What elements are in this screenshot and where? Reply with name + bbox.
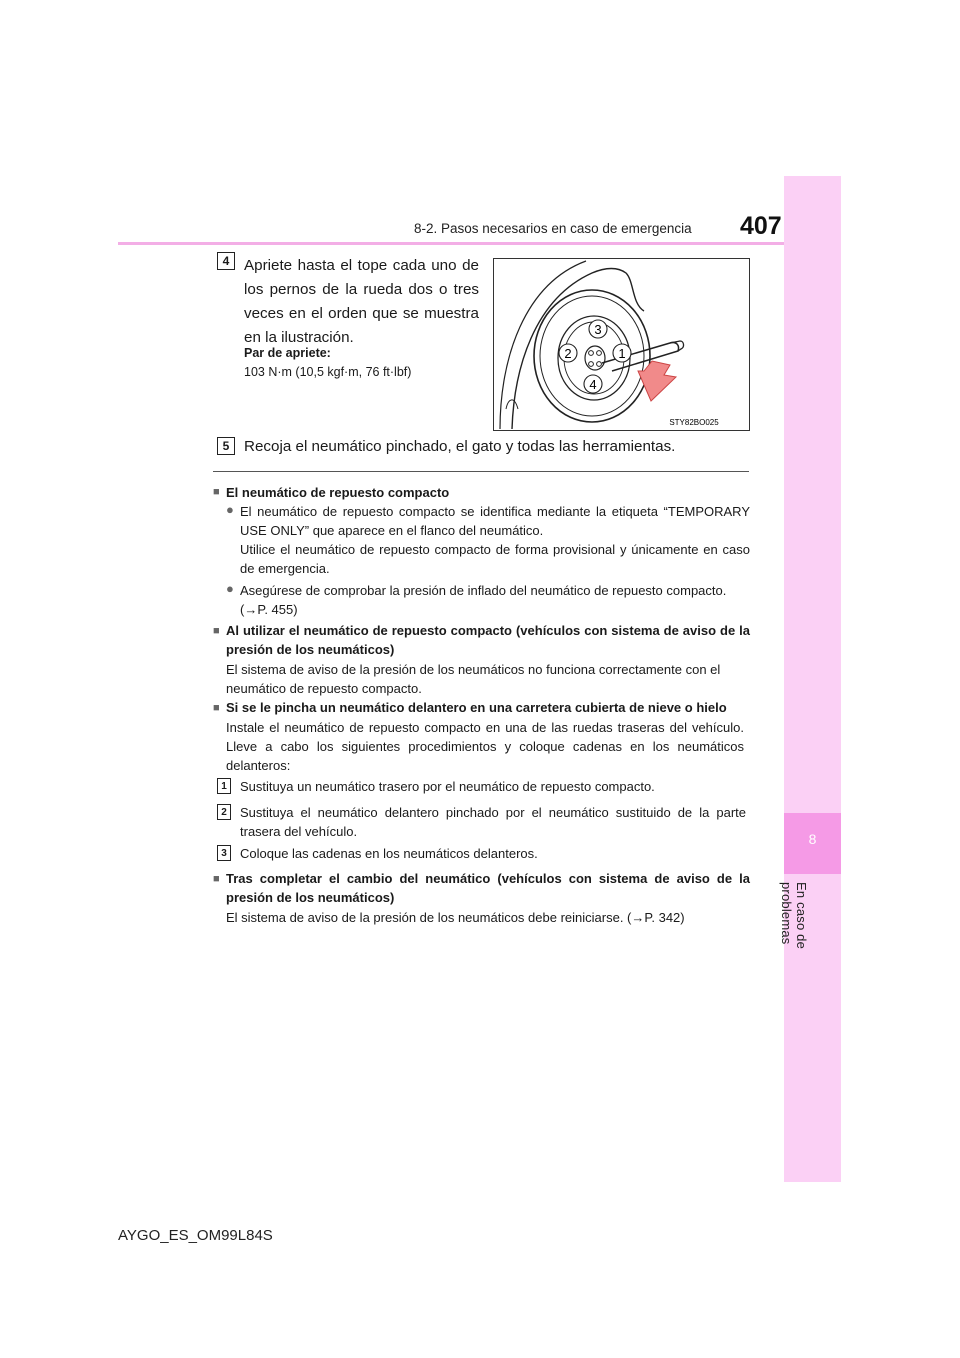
note-3-body: Instale el neumático de repuesto compacto en una de las ruedas traseras del vehículo. Lleve a cabo los siguientes procedimientos y coloque cadenas en los neumáticos delanteros: bbox=[226, 720, 744, 773]
step-5-text: Recoja el neumático pinchado, el gato y todas las herramientas. bbox=[244, 438, 676, 455]
document-code: AYGO_ES_OM99L84S bbox=[118, 1227, 273, 1244]
substep-1-badge: 1 bbox=[217, 778, 231, 794]
note-1-title: El neumático de repuesto compacto bbox=[226, 485, 450, 500]
step-5-badge: 5 bbox=[217, 437, 235, 455]
step-4-badge: 4 bbox=[217, 252, 235, 270]
note-4-title: Tras completar el cambio del neumático (vehículos con sistema de aviso de la presión de los neumáticos) bbox=[226, 871, 750, 905]
chapter-title: En caso de problemas bbox=[779, 882, 809, 950]
note-3-square-icon: ■ bbox=[213, 702, 220, 714]
note-2-body: El sistema de aviso de la presión de los neumáticos no funciona correctamente con el neumático de repuesto compacto. bbox=[226, 662, 721, 696]
section-title: 8-2. Pasos necesarios en caso de emergencia bbox=[414, 221, 692, 236]
bolt-label-4: 4 bbox=[589, 377, 597, 392]
bolt-label-2: 2 bbox=[564, 346, 572, 361]
note-4-square-icon: ■ bbox=[213, 873, 220, 885]
substep-2-text: Sustituya el neumático delantero pinchado por el neumático sustituido de la parte trasera del vehículo. bbox=[240, 805, 746, 839]
note-2-title: Al utilizar el neumático de repuesto compacto (vehículos con sistema de aviso de la presión de los neumáticos) bbox=[226, 623, 750, 657]
wheel-bolt-drawing bbox=[494, 259, 749, 430]
note-1-bullet-1-cont: Utilice el neumático de repuesto compacto de forma provisional y únicamente en caso de emergencia. bbox=[240, 542, 750, 576]
page-number: 407 bbox=[740, 212, 782, 240]
substep-2-badge: 2 bbox=[217, 804, 231, 820]
substep-3-badge: 3 bbox=[217, 845, 231, 861]
note-2-square-icon: ■ bbox=[213, 625, 220, 637]
note-4-body: El sistema de aviso de la presión de los neumáticos debe reiniciarse. (→P. 342) bbox=[226, 910, 685, 925]
step-4-text: Apriete hasta el tope cada uno de los pernos de la rueda dos o tres veces en el orden que se muestra en la ilustración. bbox=[244, 257, 479, 346]
bullet-icon: ● bbox=[226, 581, 234, 596]
bolt-label-1: 1 bbox=[618, 346, 626, 361]
note-1-bullet-2: Asegúrese de comprobar la presión de inflado del neumático de repuesto compacto. bbox=[240, 583, 727, 598]
torque-value: 103 N·m (10,5 kgf·m, 76 ft·lbf) bbox=[244, 365, 412, 379]
bullet-icon: ● bbox=[226, 502, 234, 517]
figure-code: STY82BO025 bbox=[669, 418, 719, 427]
note-3-title: Si se le pincha un neumático delantero en una carretera cubierta de nieve o hielo bbox=[226, 700, 727, 715]
substep-3-text: Coloque las cadenas en los neumáticos delanteros. bbox=[240, 846, 538, 861]
chapter-number: 8 bbox=[808, 831, 817, 847]
page-reference: (→P. 455) bbox=[240, 602, 298, 617]
section-divider bbox=[213, 471, 749, 472]
chapter-tab bbox=[779, 176, 841, 1182]
wheel-bolt-illustration bbox=[493, 258, 750, 431]
torque-label: Par de apriete: bbox=[244, 346, 331, 360]
note-1-square-icon: ■ bbox=[213, 486, 220, 498]
substep-1-text: Sustituya un neumático trasero por el neumático de repuesto compacto. bbox=[240, 779, 655, 794]
bolt-label-3: 3 bbox=[594, 322, 602, 337]
note-1-bullet-1: El neumático de repuesto compacto se identifica mediante la etiqueta “TEMPORARY USE ONLY” que aparece en el flanco del neumático. bbox=[240, 504, 750, 538]
header-rule bbox=[118, 242, 840, 245]
